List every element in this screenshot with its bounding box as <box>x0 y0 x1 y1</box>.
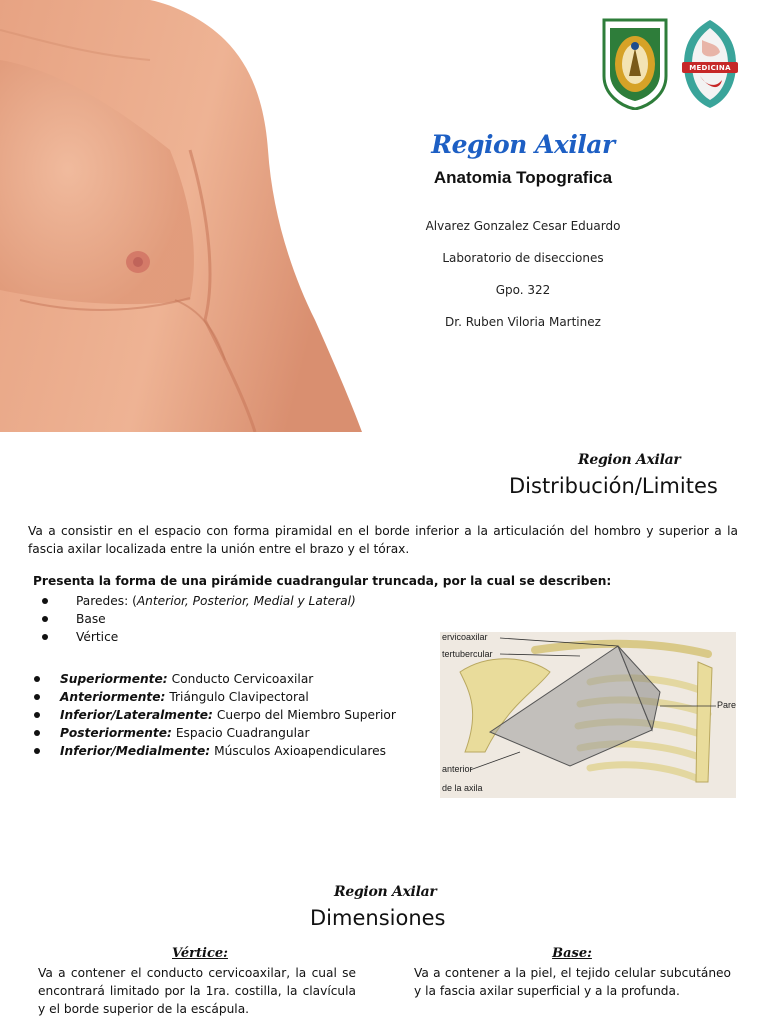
torso-illustration <box>0 0 365 432</box>
list-item <box>34 610 356 628</box>
section-heading: Dimensiones <box>310 906 446 930</box>
list-item-text: Vértice <box>76 630 119 644</box>
intro-paragraph: Va a consistir en el espacio con forma piramidal en el borde inferior a la articulación del hombro y superior a la fascia axilar localizada entre la unión entre el brazo y el tórax. <box>28 524 738 556</box>
medicina-logo-text: MEDICINA <box>689 64 731 72</box>
vertice-text: Va a contener el conducto cervicoaxilar, la cual se encontrará limitado por la 1ra. costilla, la clavícula y el borde superior de la escápula. <box>38 966 356 1016</box>
shape-description: Presenta la forma de una pirámide cuadrangular truncada, por la cual se describen: <box>33 574 612 588</box>
list-item: Anteriormente: Triángulo Clavipectoral <box>26 688 396 706</box>
author-name: Alvarez Gonzalez Cesar Eduardo <box>425 219 621 233</box>
cover-subtitle: Anatomia Topografica <box>433 168 613 187</box>
section-label: Region Axilar <box>578 452 681 468</box>
base-text: Va a contener a la piel, el tejido celular subcutáneo y la fascia axilar superficial y a la profunda. <box>414 966 731 998</box>
institution-logos <box>600 18 740 110</box>
diagram-label-intertubercular: tertubercular <box>442 649 493 659</box>
group-number: Gpo. 322 <box>495 283 551 297</box>
list-item <box>34 592 356 610</box>
base-title: Base: <box>552 946 592 961</box>
list-item-text: Paredes: (Anterior, Posterior, Medial y Lateral) <box>76 594 356 608</box>
cover-title: Region Axilar <box>431 130 615 159</box>
bullet-icon <box>42 634 48 640</box>
bullet-icon <box>34 694 40 700</box>
cover-section <box>0 0 768 432</box>
course-name: Laboratorio de disecciones <box>442 251 604 265</box>
vertice-title: Vértice: <box>172 946 228 961</box>
axilla-pyramid-diagram <box>440 632 736 798</box>
section-label: Region Axilar <box>334 884 437 900</box>
bullet-icon <box>34 676 40 682</box>
bullet-icon <box>42 616 48 622</box>
list-item: Inferior/Medialmente: Músculos Axioapendiculares <box>26 742 396 760</box>
diagram-label-cervicoaxilar: ervicoaxilar <box>442 632 488 642</box>
diagram-label-pared: Pare <box>717 700 736 710</box>
diagram-label-axila: de la axila <box>442 783 483 793</box>
bullet-icon <box>34 712 40 718</box>
professor-name: Dr. Ruben Viloria Martinez <box>445 315 601 329</box>
list-item: Inferior/Lateralmente: Cuerpo del Miembro Superior <box>26 706 396 724</box>
bullet-icon <box>34 748 40 754</box>
list-item: Superiormente: Conducto Cervicoaxilar <box>26 670 396 688</box>
limits-list <box>26 670 396 760</box>
section-heading: Distribución/Limites <box>509 474 718 498</box>
uabc-shield-logo <box>600 18 670 110</box>
bullet-icon <box>42 598 48 604</box>
list-item: Posteriormente: Espacio Cuadrangular <box>26 724 396 742</box>
list-item <box>34 628 356 646</box>
list-item-text: Base <box>76 612 106 626</box>
bullet-icon <box>34 730 40 736</box>
diagram-label-anterior: anterior <box>442 764 473 774</box>
shape-list <box>34 592 356 646</box>
